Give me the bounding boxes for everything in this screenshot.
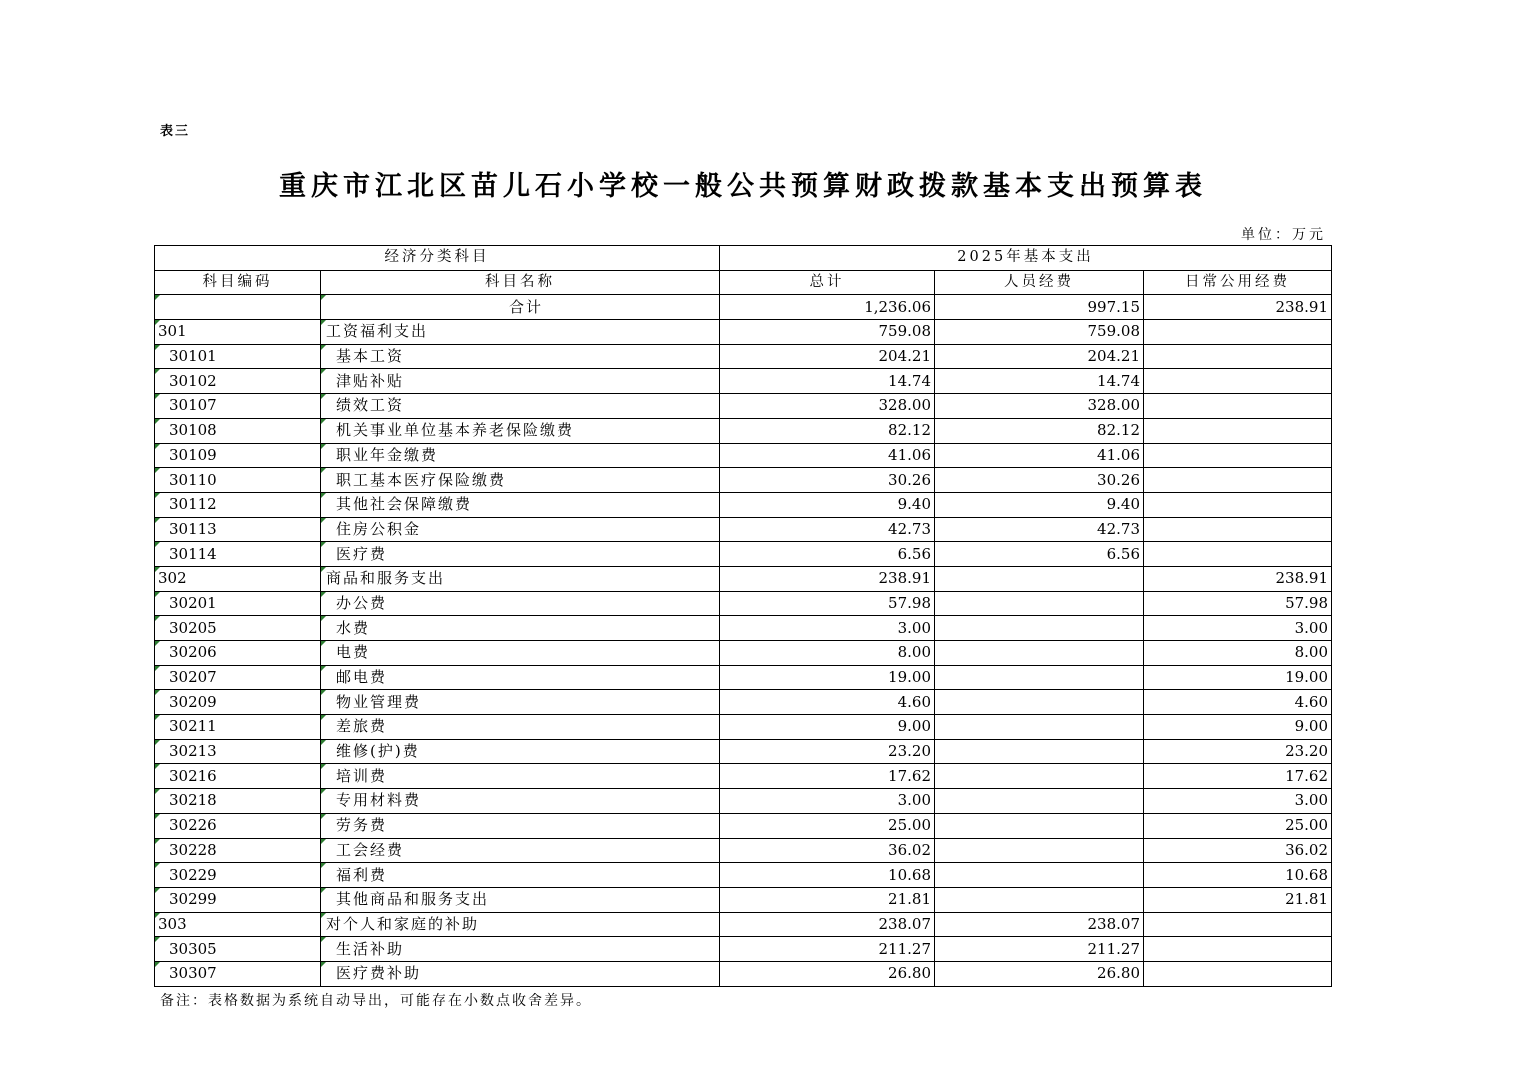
total-cell: 8.00 <box>720 641 935 666</box>
budget-table <box>154 245 1332 987</box>
public-expense-cell: 3.00 <box>1144 616 1332 641</box>
subject-code-cell: 30114 <box>155 542 321 567</box>
personnel-expense-cell <box>935 566 1144 591</box>
total-cell: 759.08 <box>720 320 935 345</box>
subject-name-cell: 机关事业单位基本养老保险缴费 <box>321 418 720 443</box>
subject-name-cell: 工会经费 <box>321 838 720 863</box>
subject-name-cell: 其他商品和服务支出 <box>321 887 720 912</box>
total-cell: 1,236.06 <box>720 295 935 320</box>
subject-code-cell: 30305 <box>155 937 321 962</box>
personnel-expense-cell: 9.40 <box>935 492 1144 517</box>
total-cell: 3.00 <box>720 789 935 814</box>
public-expense-cell <box>1144 320 1332 345</box>
header-economic-classification: 经济分类科目 <box>155 246 720 271</box>
personnel-expense-cell: 41.06 <box>935 443 1144 468</box>
public-expense-cell <box>1144 344 1332 369</box>
total-cell: 21.81 <box>720 887 935 912</box>
public-expense-cell <box>1144 443 1332 468</box>
personnel-expense-cell <box>935 739 1144 764</box>
public-expense-cell: 57.98 <box>1144 591 1332 616</box>
total-cell: 9.00 <box>720 715 935 740</box>
subject-code-cell: 30229 <box>155 863 321 888</box>
subject-code-cell: 30102 <box>155 369 321 394</box>
subject-name-cell: 职工基本医疗保险缴费 <box>321 468 720 493</box>
total-cell: 42.73 <box>720 517 935 542</box>
public-expense-cell <box>1144 492 1332 517</box>
total-cell: 82.12 <box>720 418 935 443</box>
table-row <box>155 863 1332 888</box>
page-title: 重庆市江北区苗儿石小学校一般公共预算财政拨款基本支出预算表 <box>279 171 1207 202</box>
total-cell: 30.26 <box>720 468 935 493</box>
table-row <box>155 665 1332 690</box>
table-row <box>155 295 1332 320</box>
subject-code-cell: 30101 <box>155 344 321 369</box>
subject-code-cell: 30201 <box>155 591 321 616</box>
subject-code-cell: 30207 <box>155 665 321 690</box>
public-expense-cell <box>1144 912 1332 937</box>
personnel-expense-cell <box>935 715 1144 740</box>
total-cell: 17.62 <box>720 764 935 789</box>
subject-name-cell: 津贴补贴 <box>321 369 720 394</box>
table-number: 表三 <box>160 124 191 139</box>
personnel-expense-cell <box>935 887 1144 912</box>
total-cell: 10.68 <box>720 863 935 888</box>
subject-code-cell: 30206 <box>155 641 321 666</box>
subject-name-cell: 工资福利支出 <box>321 320 720 345</box>
table-row <box>155 591 1332 616</box>
public-expense-cell <box>1144 517 1332 542</box>
subject-code-cell: 30228 <box>155 838 321 863</box>
table-row <box>155 912 1332 937</box>
subject-code-cell: 30226 <box>155 813 321 838</box>
total-cell: 26.80 <box>720 961 935 986</box>
public-expense-cell: 23.20 <box>1144 739 1332 764</box>
public-expense-cell: 238.91 <box>1144 295 1332 320</box>
subject-code-cell: 30205 <box>155 616 321 641</box>
subject-code-cell: 30110 <box>155 468 321 493</box>
total-cell: 57.98 <box>720 591 935 616</box>
header-total: 总计 <box>720 270 935 295</box>
total-cell: 238.91 <box>720 566 935 591</box>
header-public-expense: 日常公用经费 <box>1144 270 1332 295</box>
public-expense-cell: 9.00 <box>1144 715 1332 740</box>
subject-code-cell: 30299 <box>155 887 321 912</box>
personnel-expense-cell: 759.08 <box>935 320 1144 345</box>
personnel-expense-cell: 6.56 <box>935 542 1144 567</box>
personnel-expense-cell: 204.21 <box>935 344 1144 369</box>
public-expense-cell: 10.68 <box>1144 863 1332 888</box>
subject-name-cell: 生活补助 <box>321 937 720 962</box>
personnel-expense-cell: 328.00 <box>935 394 1144 419</box>
table-row <box>155 443 1332 468</box>
public-expense-cell: 36.02 <box>1144 838 1332 863</box>
subject-name-cell: 办公费 <box>321 591 720 616</box>
public-expense-cell <box>1144 418 1332 443</box>
table-row <box>155 937 1332 962</box>
subject-code-cell: 30113 <box>155 517 321 542</box>
public-expense-cell: 4.60 <box>1144 690 1332 715</box>
subject-code-cell <box>155 295 321 320</box>
public-expense-cell: 3.00 <box>1144 789 1332 814</box>
group-header-row <box>155 246 1332 271</box>
personnel-expense-cell: 14.74 <box>935 369 1144 394</box>
subject-code-cell: 30213 <box>155 739 321 764</box>
table-row <box>155 641 1332 666</box>
total-cell: 328.00 <box>720 394 935 419</box>
column-header-row <box>155 270 1332 295</box>
subject-name-cell: 其他社会保障缴费 <box>321 492 720 517</box>
personnel-expense-cell <box>935 789 1144 814</box>
table-row <box>155 764 1332 789</box>
public-expense-cell <box>1144 937 1332 962</box>
subject-name-cell: 物业管理费 <box>321 690 720 715</box>
personnel-expense-cell: 42.73 <box>935 517 1144 542</box>
subject-name-cell: 维修(护)费 <box>321 739 720 764</box>
total-cell: 204.21 <box>720 344 935 369</box>
subject-name-cell: 绩效工资 <box>321 394 720 419</box>
subject-name-cell: 医疗费补助 <box>321 961 720 986</box>
subject-name-cell: 培训费 <box>321 764 720 789</box>
public-expense-cell: 25.00 <box>1144 813 1332 838</box>
public-expense-cell <box>1144 542 1332 567</box>
table-row <box>155 517 1332 542</box>
personnel-expense-cell: 997.15 <box>935 295 1144 320</box>
total-cell: 6.56 <box>720 542 935 567</box>
public-expense-cell <box>1144 961 1332 986</box>
subject-name-cell: 邮电费 <box>321 665 720 690</box>
subject-code-cell: 30109 <box>155 443 321 468</box>
subject-name-cell: 劳务费 <box>321 813 720 838</box>
header-personnel-expense: 人员经费 <box>935 270 1144 295</box>
table-row <box>155 320 1332 345</box>
subject-code-cell: 30216 <box>155 764 321 789</box>
subject-name-cell: 电费 <box>321 641 720 666</box>
personnel-expense-cell <box>935 764 1144 789</box>
header-subject-name: 科目名称 <box>321 270 720 295</box>
personnel-expense-cell: 211.27 <box>935 937 1144 962</box>
total-cell: 25.00 <box>720 813 935 838</box>
total-cell: 211.27 <box>720 937 935 962</box>
public-expense-cell: 17.62 <box>1144 764 1332 789</box>
table-row <box>155 789 1332 814</box>
personnel-expense-cell <box>935 665 1144 690</box>
public-expense-cell: 8.00 <box>1144 641 1332 666</box>
subject-code-cell: 30108 <box>155 418 321 443</box>
subject-name-cell: 基本工资 <box>321 344 720 369</box>
personnel-expense-cell <box>935 690 1144 715</box>
subject-name-cell: 水费 <box>321 616 720 641</box>
public-expense-cell: 238.91 <box>1144 566 1332 591</box>
table-row <box>155 394 1332 419</box>
subject-name-cell: 商品和服务支出 <box>321 566 720 591</box>
personnel-expense-cell: 82.12 <box>935 418 1144 443</box>
header-subject-code: 科目编码 <box>155 270 321 295</box>
subject-name-cell: 专用材料费 <box>321 789 720 814</box>
public-expense-cell: 21.81 <box>1144 887 1332 912</box>
public-expense-cell <box>1144 369 1332 394</box>
public-expense-cell <box>1144 468 1332 493</box>
table-row <box>155 813 1332 838</box>
personnel-expense-cell <box>935 641 1144 666</box>
total-cell: 23.20 <box>720 739 935 764</box>
table-row <box>155 690 1332 715</box>
subject-name-cell: 对个人和家庭的补助 <box>321 912 720 937</box>
table-row <box>155 542 1332 567</box>
subject-code-cell: 303 <box>155 912 321 937</box>
total-cell: 4.60 <box>720 690 935 715</box>
personnel-expense-cell: 30.26 <box>935 468 1144 493</box>
total-cell: 9.40 <box>720 492 935 517</box>
total-cell: 14.74 <box>720 369 935 394</box>
subject-name-cell: 合计 <box>321 295 720 320</box>
personnel-expense-cell <box>935 863 1144 888</box>
personnel-expense-cell: 26.80 <box>935 961 1144 986</box>
table-row <box>155 715 1332 740</box>
subject-name-cell: 差旅费 <box>321 715 720 740</box>
subject-name-cell: 医疗费 <box>321 542 720 567</box>
personnel-expense-cell <box>935 813 1144 838</box>
personnel-expense-cell <box>935 616 1144 641</box>
table-row <box>155 369 1332 394</box>
header-basic-expenditure-2025: 2025年基本支出 <box>720 246 1332 271</box>
subject-code-cell: 302 <box>155 566 321 591</box>
subject-code-cell: 30107 <box>155 394 321 419</box>
personnel-expense-cell: 238.07 <box>935 912 1144 937</box>
subject-name-cell: 职业年金缴费 <box>321 443 720 468</box>
footnote: 备注：表格数据为系统自动导出，可能存在小数点收舍差异。 <box>160 993 592 1009</box>
subject-code-cell: 30112 <box>155 492 321 517</box>
subject-code-cell: 30209 <box>155 690 321 715</box>
total-cell: 19.00 <box>720 665 935 690</box>
total-cell: 238.07 <box>720 912 935 937</box>
table-row <box>155 616 1332 641</box>
table-body <box>155 295 1332 986</box>
subject-code-cell: 30218 <box>155 789 321 814</box>
table-row <box>155 492 1332 517</box>
table-row <box>155 344 1332 369</box>
subject-code-cell: 301 <box>155 320 321 345</box>
public-expense-cell <box>1144 394 1332 419</box>
table-row <box>155 418 1332 443</box>
subject-code-cell: 30211 <box>155 715 321 740</box>
total-cell: 36.02 <box>720 838 935 863</box>
table-row <box>155 838 1332 863</box>
total-cell: 41.06 <box>720 443 935 468</box>
unit-label: 单位：万元 <box>1241 227 1326 243</box>
table-row <box>155 566 1332 591</box>
table-row <box>155 739 1332 764</box>
table-row <box>155 961 1332 986</box>
table-row <box>155 468 1332 493</box>
personnel-expense-cell <box>935 591 1144 616</box>
table-row <box>155 887 1332 912</box>
total-cell: 3.00 <box>720 616 935 641</box>
public-expense-cell: 19.00 <box>1144 665 1332 690</box>
personnel-expense-cell <box>935 838 1144 863</box>
subject-name-cell: 福利费 <box>321 863 720 888</box>
subject-name-cell: 住房公积金 <box>321 517 720 542</box>
subject-code-cell: 30307 <box>155 961 321 986</box>
